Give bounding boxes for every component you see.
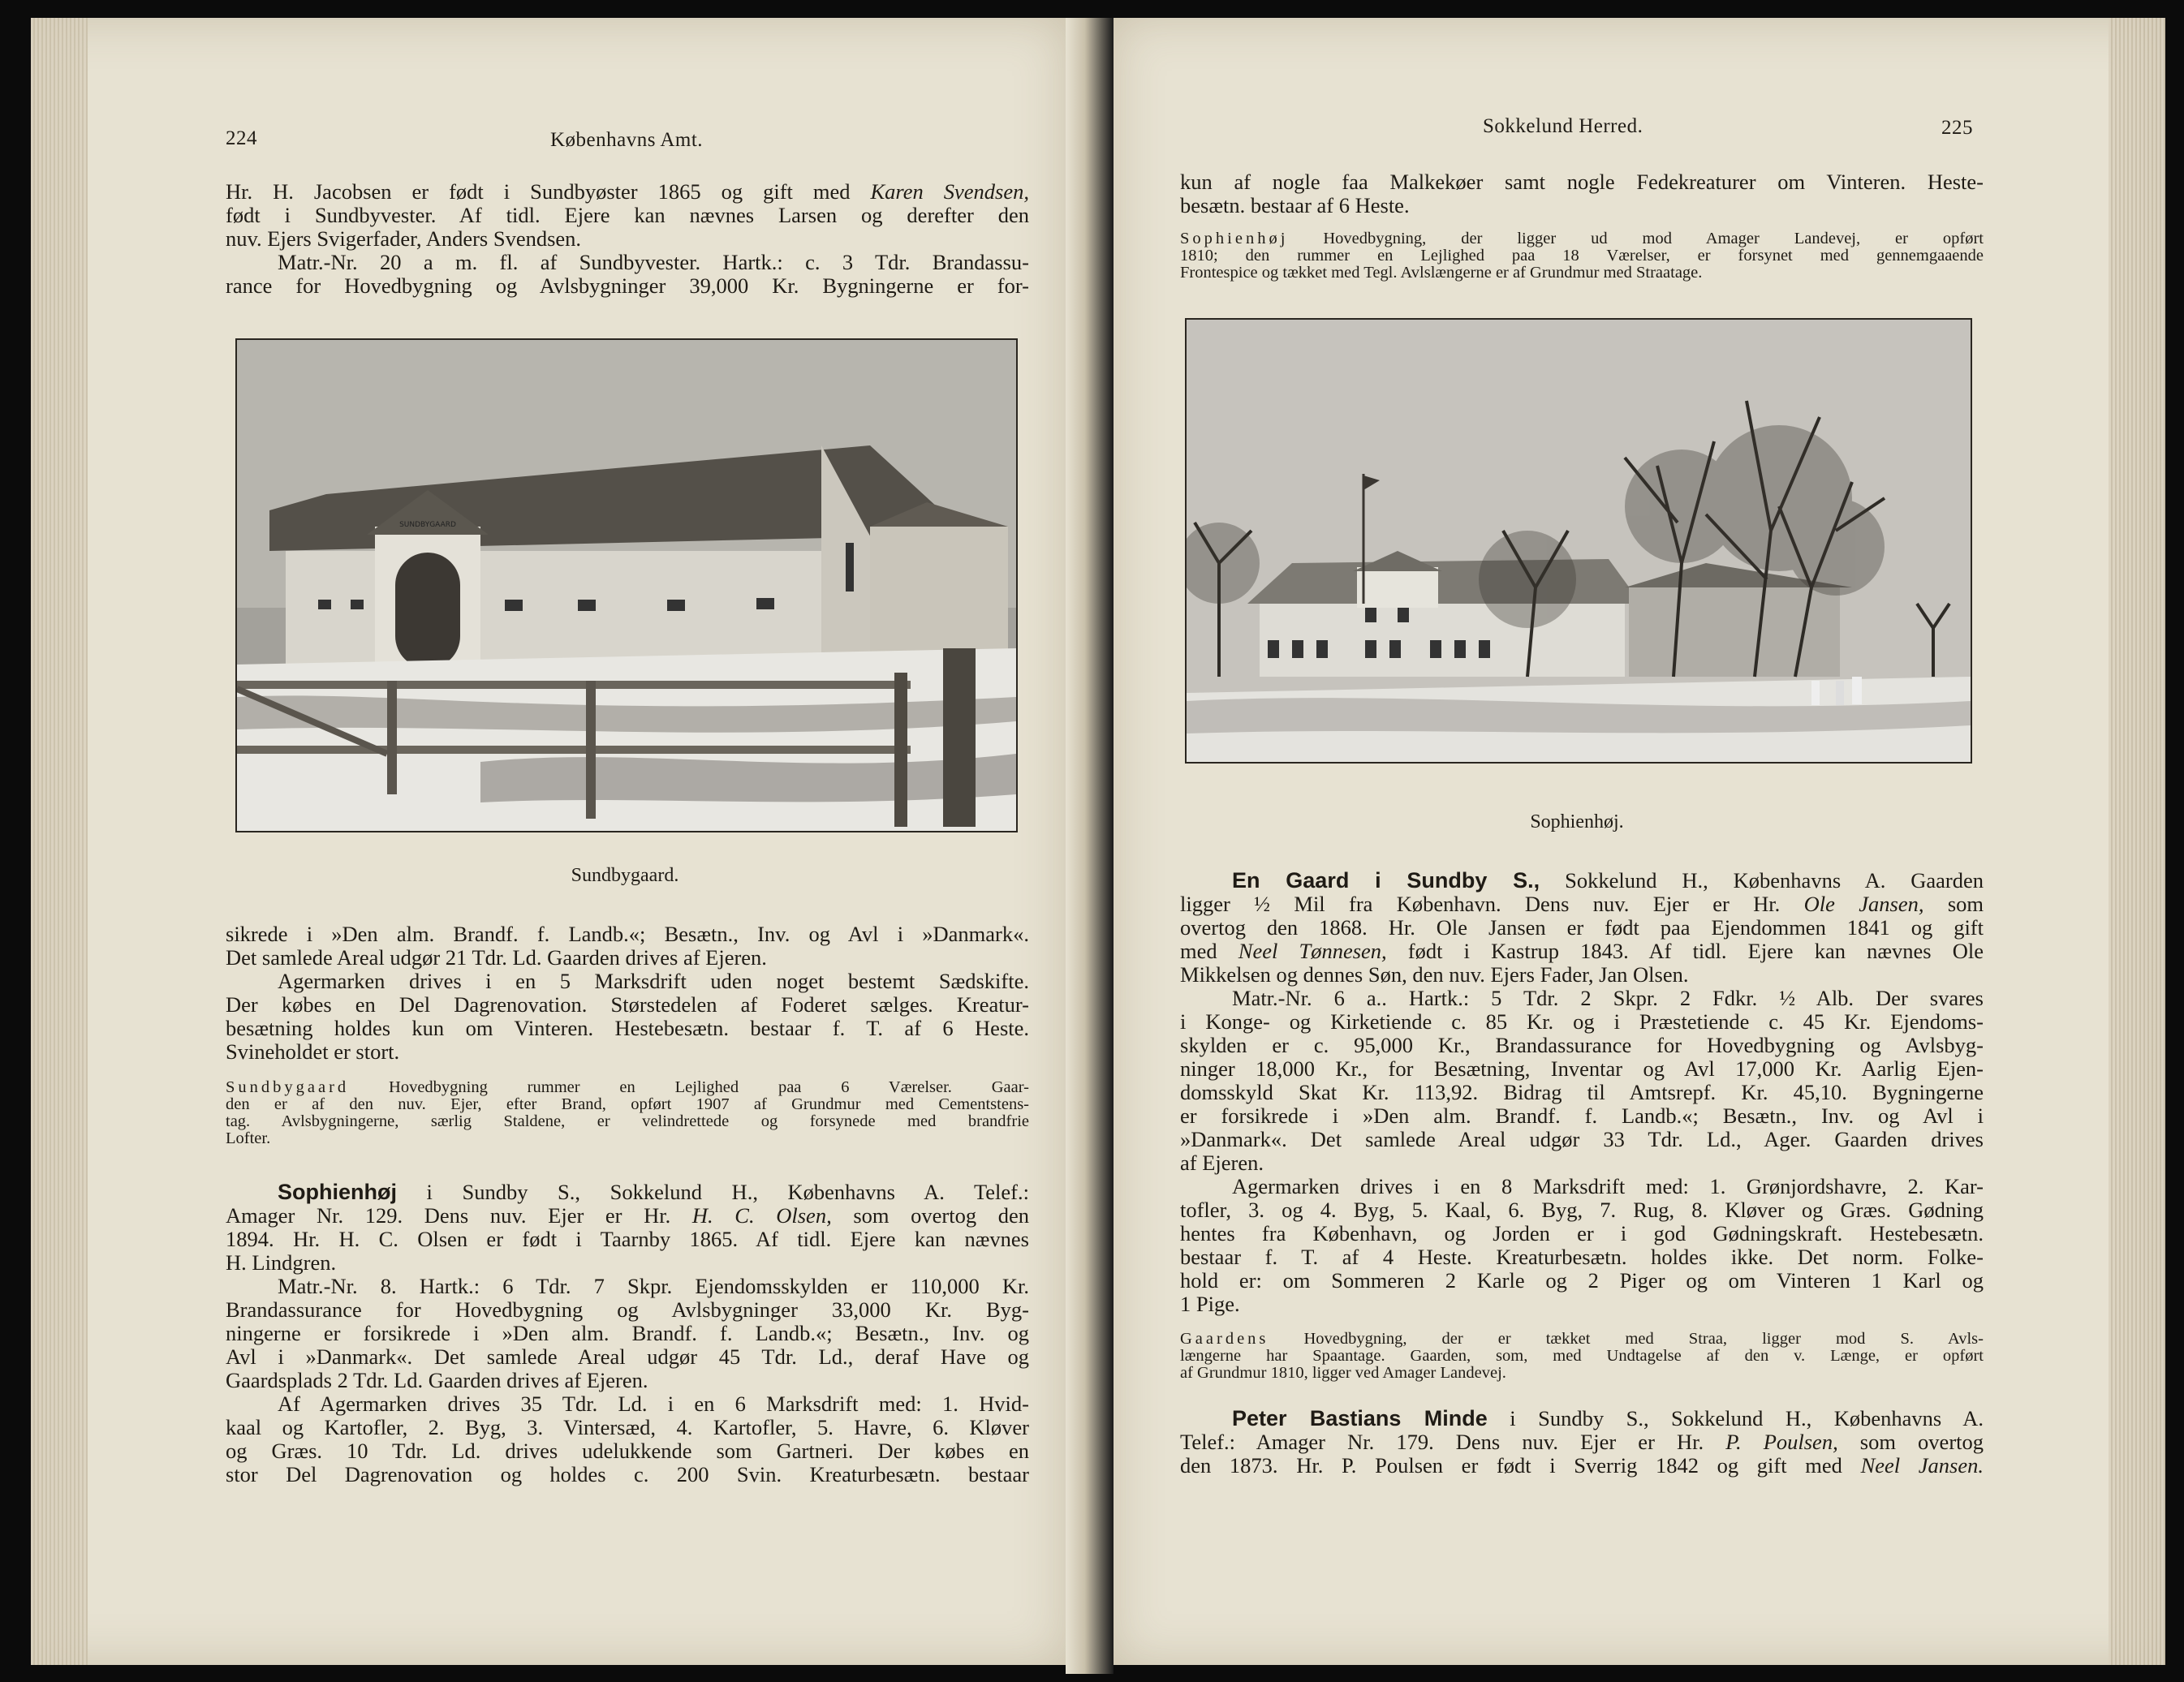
text-line: i Konge- og Kirketiende c. 85 Kr. og i Præstetiende c. 45 Kr. Ejendoms-	[1180, 1009, 1984, 1034]
text-line: besætn. bestaar af 6 Heste.	[1180, 193, 1410, 217]
text-line: sikrede i »Den alm. Brandf. f. Landb.«; Besætn., Inv. og Avl i »Danmark«.	[226, 922, 1029, 946]
book-gutter	[1066, 18, 1114, 1674]
text-line: nuv. Ejers Svigerfader, Anders Svendsen.	[226, 226, 582, 251]
text-line: Avl i »Danmark«. Det samlede Areal udgør 45 Tdr. Ld., deraf Have og	[226, 1344, 1029, 1369]
note-line: længerne har Spaantage. Gaarden, som, med Undtagelse af den v. Længe, er opført	[1180, 1347, 1984, 1365]
text-line: Matr.-Nr. 20 a m. fl. af Sundbyvester. Hartk.: c. 3 Tdr. Brandassu-	[278, 250, 1029, 274]
entry-title: Sophienhøj	[278, 1180, 397, 1204]
text-line: af Ejeren.	[1180, 1151, 1264, 1175]
text-line: tofler, 3. og 4. Byg, 5. Kaal, 6. Byg, 7. Rug, 8. Kløver og Græs. Gødning	[1180, 1198, 1984, 1222]
text-line: »Danmark«. Det samlede Areal udgør 33 Tdr. Ld., Ager. Gaarden drives	[1180, 1127, 1984, 1151]
text-line: hold er: om Sommeren 2 Karle og 2 Piger og om Vinteren 1 Karl og	[1180, 1268, 1984, 1293]
entry-heading-line: Sophienhøj i Sundby S., Sokkelund H., Københavns A. Telef.:	[278, 1180, 1029, 1204]
entry-heading-line: En Gaard i Sundby S., Sokkelund H., Københavns A. Gaarden	[1232, 868, 1984, 893]
text-line: kun af nogle faa Malkekøer samt nogle Fedekreaturer om Vinteren. Heste-	[1180, 170, 1984, 194]
note-line: Sundbygaard Hovedbygning rummer en Lejlighed paa 6 Værelser. Gaar-	[226, 1078, 1029, 1096]
page-edge	[2109, 18, 2165, 1665]
page-number: 224	[226, 127, 257, 149]
photo-caption: Sundbygaard.	[571, 865, 679, 886]
text-line: skylden er c. 95,000 Kr., Brandassurance for Hovedbygning og Avlsbyg-	[1180, 1033, 1984, 1057]
text-line: overtog den 1868. Hr. Ole Jansen er født paa Ejendommen 1841 og gift	[1180, 915, 1984, 940]
note-line: 1810; den rummer en Lejlighed paa 18 Værelser, er forsynet med gennemgaaende	[1180, 247, 1984, 265]
text-line: 1894. Hr. H. C. Olsen er født i Taarnby 1865. Af tidl. Ejere kan nævnes	[226, 1227, 1029, 1251]
text-line: Matr.-Nr. 6 a.. Hartk.: 5 Tdr. 2 Skpr. 2 Fdkr. ½ Alb. Der svares	[1232, 986, 1984, 1010]
text-line: Det samlede Areal udgør 21 Tdr. Ld. Gaarden drives af Ejeren.	[226, 945, 767, 970]
text-line: besætning holdes kun om Vinteren. Hestebesætn. bestaar f. T. af 6 Heste.	[226, 1016, 1029, 1040]
sophienhoj-photo	[1185, 318, 1972, 764]
text-line: Der købes en Del Dagrenovation. Størstedelen af Foderet sælges. Kreatur-	[226, 992, 1029, 1017]
text-line: domsskyld Skat Kr. 113,92. Bidrag til Amtsrepf. Kr. 45,10. Bygningerne	[1180, 1080, 1984, 1104]
text-line: med Neel Tønnesen, født i Kastrup 1843. Af tidl. Ejere kan nævnes Ole	[1180, 939, 1984, 963]
text-line: Matr.-Nr. 8. Hartk.: 6 Tdr. 7 Skpr. Ejendomsskylden er 110,000 Kr.	[278, 1274, 1029, 1298]
photo-caption: Sophienhøj.	[1530, 811, 1624, 832]
text-line: hentes fra København, og Jorden er i god Gødningskraft. Hestebesætn.	[1180, 1221, 1984, 1245]
text-line: stor Del Dagrenovation og holdes c. 200 Svin. Kreaturbesætn. bestaar	[226, 1462, 1029, 1486]
note-line: tag. Avlsbygningerne, særlig Staldene, er velindrettede og forsynede med brandfrie	[226, 1112, 1029, 1130]
text-line: ningerne er forsikrede i »Den alm. Brandf. f. Landb.«; Besætn., Inv. og	[226, 1321, 1029, 1345]
note-line: den er af den nuv. Ejer, efter Brand, opført 1907 af Grundmur med Cementstens-	[226, 1095, 1029, 1113]
note-line: af Grundmur 1810, ligger ved Amager Landevej.	[1180, 1364, 1506, 1382]
text-line: Brandassurance for Hovedbygning og Avlsbygninger 33,000 Kr. Byg-	[226, 1297, 1029, 1322]
sundbygaard-photo	[235, 338, 1018, 832]
running-head: Københavns Amt.	[550, 129, 704, 151]
text-line: Telef.: Amager Nr. 179. Dens nuv. Ejer er Hr. P. Poulsen, som overtog	[1180, 1430, 1984, 1454]
entry-heading-line: Peter Bastians Minde i Sundby S., Sokkelund H., Københavns A.	[1232, 1406, 1984, 1430]
text-line: H. Lindgren.	[226, 1250, 337, 1275]
text-line: Hr. H. Jacobsen er født i Sundbyøster 1865 og gift med Karen Svendsen,	[226, 179, 1029, 204]
text-line: er forsikrede i »Den alm. Brandf. f. Landb.«; Besætn., Inv. og Avl i	[1180, 1103, 1984, 1128]
text-line: 1 Pige.	[1180, 1292, 1240, 1316]
page-edge	[31, 18, 88, 1665]
text-line: Af Agermarken drives 35 Tdr. Ld. i en 6 Marksdrift med: 1. Hvid-	[278, 1392, 1029, 1416]
text-line: ninger 18,000 Kr., for Besætning, Inventar og Avl 17,000 Kr. Aarlig Ejen-	[1180, 1056, 1984, 1081]
text-line: rance for Hovedbygning og Avlsbygninger 39,000 Kr. Bygningerne er for-	[226, 273, 1029, 298]
running-head: Sokkelund Herred.	[1483, 115, 1643, 137]
page-number: 225	[1941, 117, 1973, 139]
left-page	[31, 18, 1066, 1665]
text-line: kaal og Kartofler, 2. Byg, 3. Vintersæd, 4. Kartofler, 5. Havre, 6. Kløver	[226, 1415, 1029, 1439]
text-line: Agermarken drives i en 8 Marksdrift med: 1. Grønjordshavre, 2. Kar-	[1232, 1174, 1984, 1198]
text-line: Amager Nr. 129. Dens nuv. Ejer er Hr. H. C. Olsen, som overtog den	[226, 1203, 1029, 1228]
text-line: Mikkelsen og dennes Søn, den nuv. Ejers Fader, Jan Olsen.	[1180, 962, 1689, 987]
gate-sign: SUNDBYGAARD	[399, 521, 456, 529]
note-line: Sophienhøj Hovedbygning, der ligger ud mod Amager Landevej, er opført	[1180, 230, 1984, 247]
note-line: Frontespice og tækket med Tegl. Avlslængerne er af Grundmur med Straatage.	[1180, 264, 1703, 282]
text-line: den 1873. Hr. P. Poulsen er født i Sverrig 1842 og gift med Neel Jansen.	[1180, 1453, 1984, 1478]
note-line: Gaardens Hovedbygning, der er tækket med Straa, ligger mod S. Avls-	[1180, 1330, 1984, 1348]
text-line: bestaar f. T. af 4 Heste. Kreaturbesætn. holdes ikke. Det norm. Folke-	[1180, 1245, 1984, 1269]
right-page	[1114, 18, 2165, 1665]
entry-title: En Gaard i Sundby S.,	[1232, 868, 1540, 893]
text-line: Svineholdet er stort.	[226, 1039, 400, 1064]
text-line: født i Sundbyvester. Af tidl. Ejere kan nævnes Larsen og derefter den	[226, 203, 1029, 227]
text-line: Gaardsplads 2 Tdr. Ld. Gaarden drives af Ejeren.	[226, 1368, 648, 1392]
text-line: og Græs. 10 Tdr. Ld. drives udelukkende som Gartneri. Der købes en	[226, 1439, 1029, 1463]
text-line: ligger ½ Mil fra København. Dens nuv. Ejer er Hr. Ole Jansen, som	[1180, 892, 1984, 916]
note-line: Lofter.	[226, 1129, 271, 1147]
text-line: Agermarken drives i en 5 Marksdrift uden noget bestemt Sædskifte.	[278, 969, 1029, 993]
entry-title: Peter Bastians Minde	[1232, 1406, 1488, 1430]
